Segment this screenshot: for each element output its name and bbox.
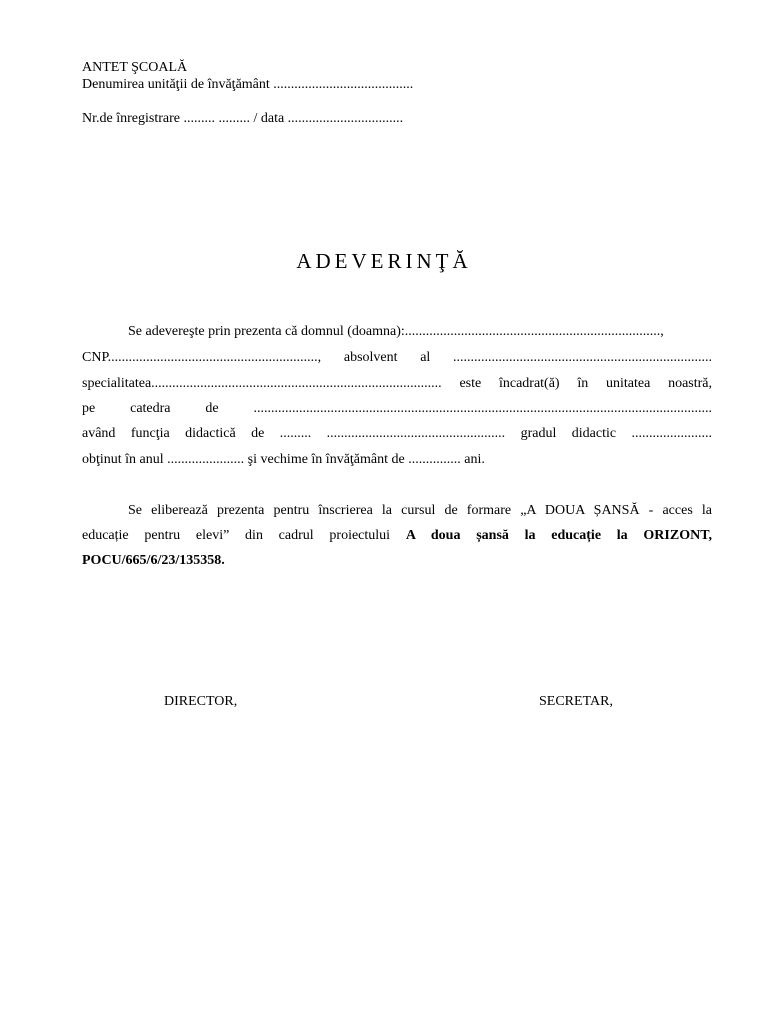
para1-line2: CNP............................................................, absolvent al .......................................................................... [82, 350, 712, 365]
para1-line6: obţinut în anul ...................... şi vechime în învăţământ de ............... ani. [82, 452, 485, 467]
project-name: A doua șansă la educație la ORIZONT, [405, 528, 712, 543]
unit-name-line: Denumirea unităţii de învăţământ ........................................ [82, 77, 414, 92]
para2-line2 [82, 527, 712, 545]
para2-line2-text: educație pentru elevi” din cadrul proiectului [82, 528, 406, 543]
secretary-signature-label: SECRETAR, [539, 694, 613, 709]
director-signature-label: DIRECTOR, [164, 694, 238, 709]
para1-line5: având funcţia didactică de ......... ................................................... gradul didactic ....................... [82, 426, 712, 441]
para1-line3: specialitatea................................................................................... este încadrat(ă) în unitatea noastră, [82, 376, 712, 391]
document-title: ADEVERINŢĂ [296, 249, 472, 273]
para1-line4: pe catedra de ................................................................................................................................... [82, 401, 712, 416]
project-code: POCU/665/6/23/135358. [82, 553, 225, 568]
para2-line3 [82, 552, 712, 570]
para1-line1: Se adevereşte prin prezenta că domnul (doamna):........................................................................., [128, 324, 664, 339]
school-header: ANTET ŞCOALĂ [82, 60, 188, 75]
registration-line: Nr.de înregistrare ......... ......... / data ................................. [82, 111, 404, 126]
para2-line1: Se eliberează prezenta pentru înscrierea la cursul de formare „A DOUA ȘANSĂ - acces la [128, 503, 712, 518]
